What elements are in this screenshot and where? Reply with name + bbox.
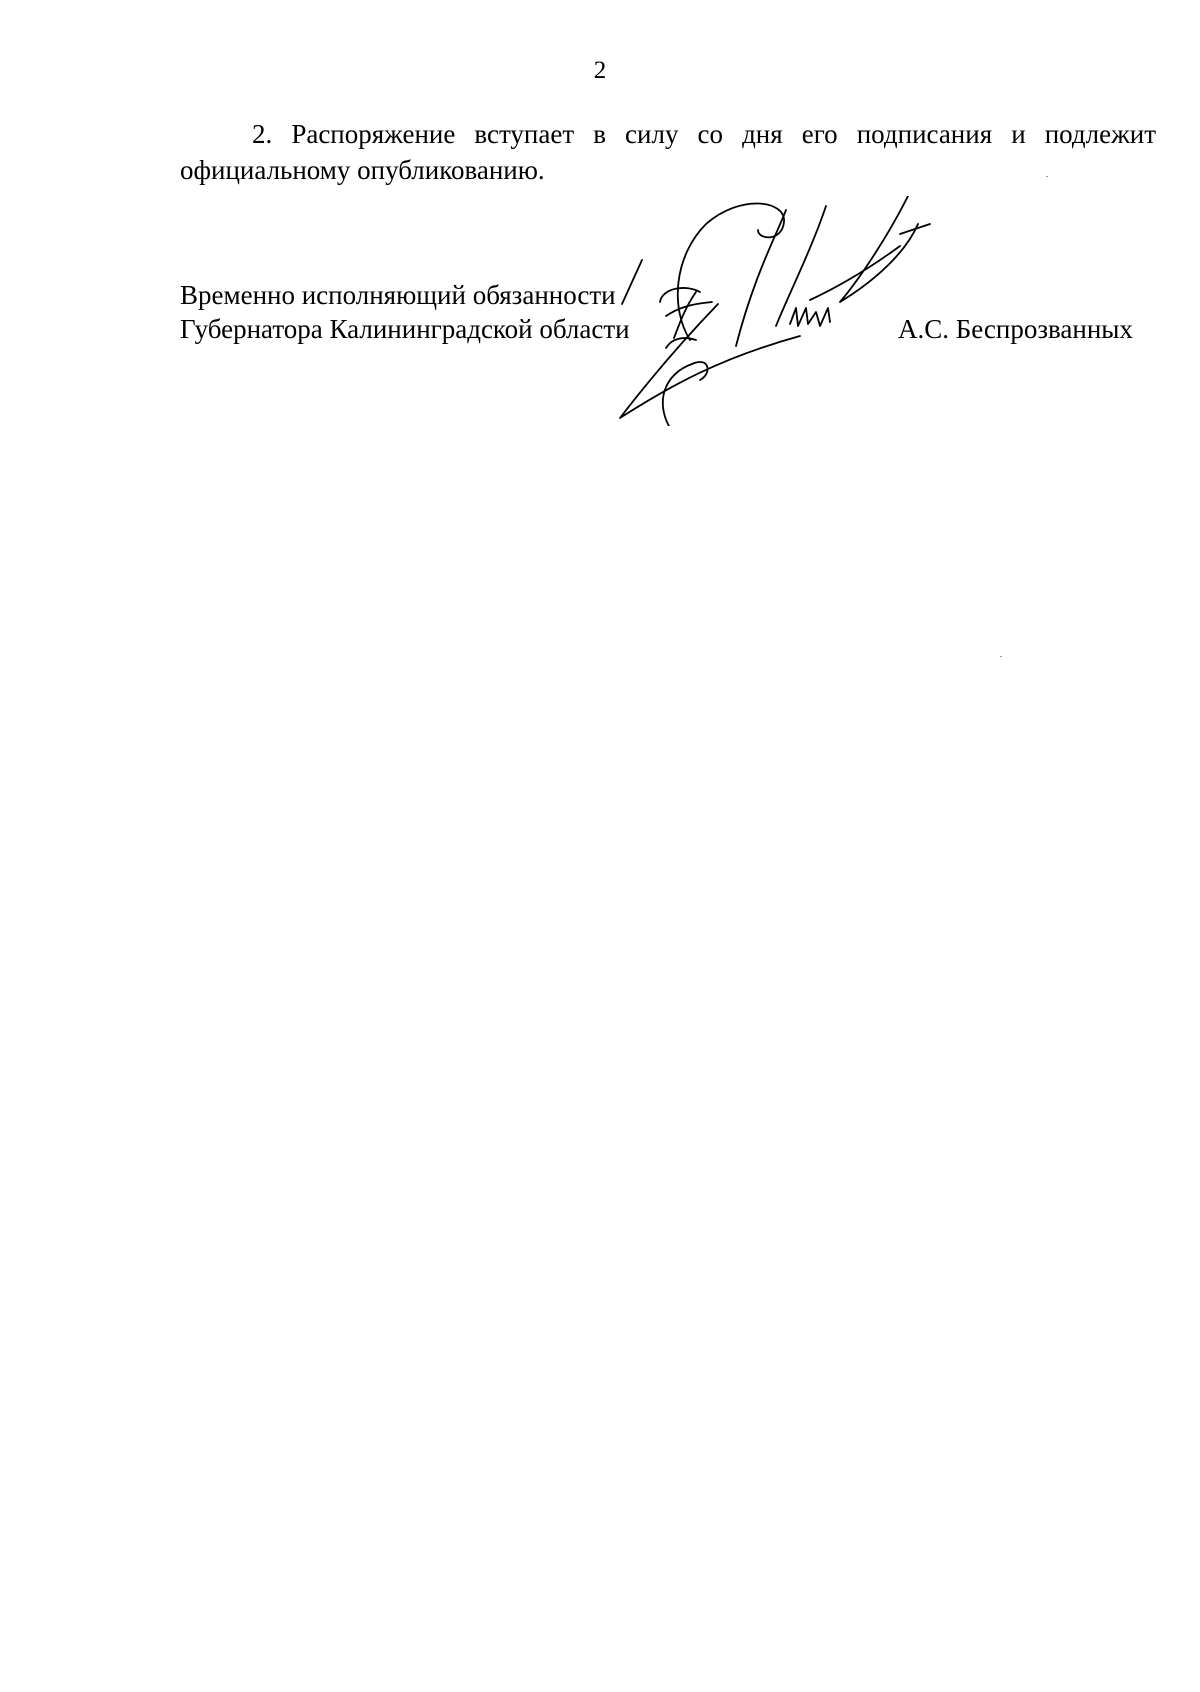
signer-title-line-1: Временно исполняющий обязанности bbox=[180, 280, 616, 310]
handwritten-signature bbox=[600, 196, 1000, 426]
signer-title-block bbox=[180, 278, 630, 346]
signer-name: А.С. Беспрозванных bbox=[898, 314, 1133, 344]
signature-stroke bbox=[790, 308, 830, 326]
scan-speck bbox=[1000, 656, 1002, 657]
signer-title-line-2: Губернатора Калининградской области bbox=[180, 314, 630, 344]
signature-stroke bbox=[736, 210, 786, 346]
scan-speck bbox=[1046, 176, 1048, 177]
signature-stroke bbox=[900, 224, 930, 234]
page-number: 2 bbox=[593, 57, 607, 84]
signature-stroke bbox=[840, 196, 918, 302]
body-paragraph: 2. Распоряжение вступает в силу со дня его подписания и подлежит официальному опубликованию. bbox=[180, 119, 1156, 185]
signature-stroke bbox=[678, 203, 784, 340]
signature-stroke bbox=[620, 304, 800, 418]
signature-stroke bbox=[622, 260, 642, 304]
